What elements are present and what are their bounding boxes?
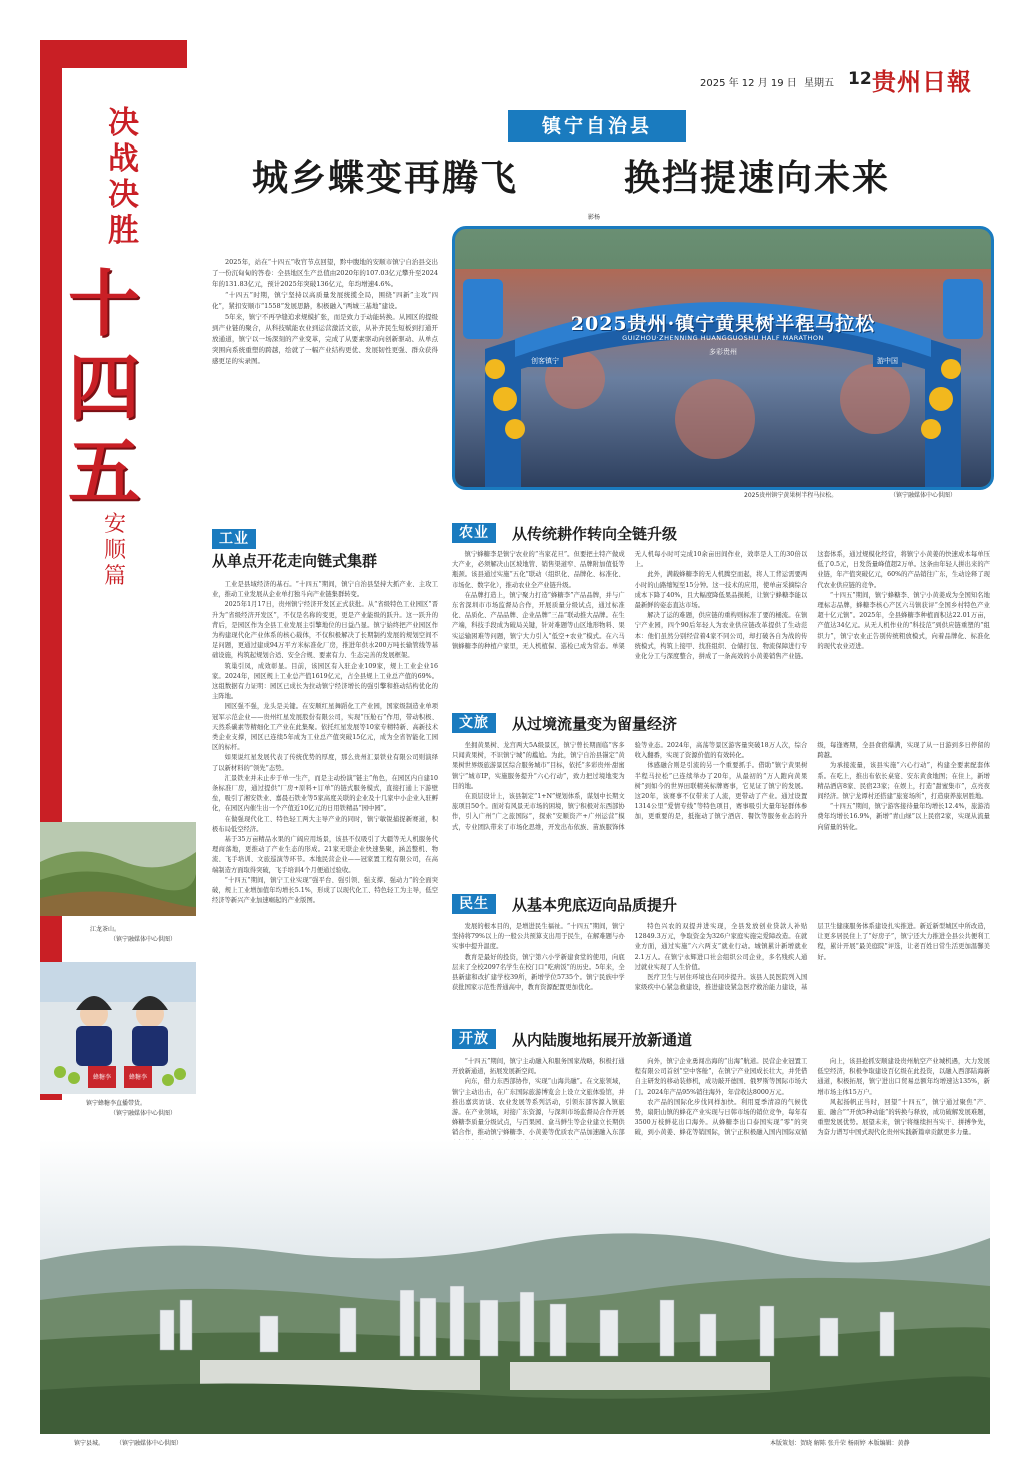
marathon-credit: （镇宁融媒体中心供图）: [890, 492, 957, 499]
tea-mountain-credit: （镇宁融媒体中心供图）: [110, 936, 177, 943]
intro-paragraph: 2025年，站在“十四五”收官节点回望，黔中腹地的安顺市镇宁自治县交出了一份沉甸甸的答卷：全县地区生产总值由2020年的107.03亿元攀升至2024年的131.83亿元，预计2025年突破136亿元，年均增速4.6%。: [212, 258, 438, 288]
section-title-tour: 从过境流量变为留量经济: [512, 715, 678, 733]
tour-text: [452, 741, 990, 877]
section-title-live: 从基本兜底迈向品质提升: [512, 896, 678, 914]
paragraph: 向外，镇宁企业勇闯出海的“出海”航道。民营企业冠置工程有限公司首创“空中客舱”，在镇宁产业园成长壮大，并凭借自主研发的移动装修机，成功敲开德国、俄罗斯等国际市场大门。2024年产品95%销往海外，年营收达8000万元。: [634, 1058, 808, 1096]
plum-credit: （镇宁融媒体中心供图）: [110, 1110, 177, 1117]
arch-slogan: 多彩贵州: [709, 348, 737, 356]
plum-box-label-1: 蜂糖李: [92, 1074, 111, 1081]
arch-title: 2025贵州·镇宁黄果树半程马拉松: [570, 313, 876, 335]
paragraph: 园区强不强，龙头是关键。在安顺红星舞蹈化工产业园，国家级制造业单项冠军示范企业——贵州红星发展股份有限公司，实现“压舱石”作用，带动积极、天然系碳素等精细化工产业在此集聚。依托红星发展等10家专精特新、高新技术类企业支撑，园区已连续5年成为工业总产值突破15亿元，成为全省智能化工园区的标杆。: [212, 703, 438, 752]
headline-right: 换挡提速向未来: [624, 157, 891, 199]
intro-paragraph: “十四五”时期，镇宁坚持以高质量发展统揽全局，围绕“四新”主攻“四化”，紧扣安顺市“1558”发展思路，积极融入“两城三基地”建设。: [212, 291, 438, 310]
paragraph: 在品牌打造上，镇宁聚力打造“蜂糖李”产品品牌，并与广东省深圳市市场监督局合作，开展质量分级试点，通过标准化、品质化、产品品牌、企业品牌“三品”联动推大品牌。在生产端，科技手段成为破局关键，针对难题等山区地形物料、果实运输困难等问题，镇宁大力引入“低空+农业”模式。在六马镇蜂糖李的种植户家里，无人机植保、巡检已成为常态。单架无人机每小时可完成10余亩田间作业，效率是人工的30倍以上。: [452, 551, 808, 650]
agri-text: [452, 550, 990, 696]
intro-text: [212, 257, 438, 482]
panorama-credit: （镇宁融媒体中心供图）: [116, 1440, 183, 1447]
plum-box-label-2: 蜂糖李: [128, 1074, 147, 1081]
issue-date: 2025 年 12 月 19 日: [700, 78, 797, 89]
paragraph: 如果说红星发展代表了传统优势的厚度，那么贵州汇景铁业有限公司则演绎了以新材料的“领先”态势。: [212, 754, 438, 772]
column-title: 决战决胜: [108, 105, 139, 249]
paragraph: 镇宁蜂糖李是镇宁农业的“当家花旦”。但要把土特产做成大产业，必须解决山区坡地管、销售渠道窄、品牌附加值低等瓶颈。该县通过实施“五化”联动（组织化、品牌化、标准化、市场化、数字化），推动农业全产业链升级。: [452, 551, 625, 589]
column-series-text: 安顺篇: [104, 512, 127, 589]
headline-left: 城乡蝶变再腾飞: [252, 157, 519, 199]
marathon-caption: 2025贵州镇宁黄果树半程马拉松。: [744, 492, 838, 499]
plum-livestream-scene: [40, 962, 196, 1094]
staff-credits: 本版策划：贺晓 解陈 张升荣 杨雨婷 本版编辑：黄静: [770, 1440, 910, 1447]
live-text: [452, 922, 990, 1014]
arch-subtitle: GUIZHOU·ZHENNING HUANGGUOSHU HALF MARATHON: [622, 334, 824, 342]
paragraph: 向东，借力东西部协作，实现“山海共融”。在文旅领域，镇宁主动出击，在广东国际旅游博览会上设立文旅体验馆，并推出嘉宾访谈、农业发展等系列活动，引领东部客源入镇旅游。在产业领域，对接广东资源，与深圳市场监督局合作开展蜂糖李质量分级试点，与百果园、盒马鲜生等企业建立长期供销合作，推动镇宁蜂糖李、小黄姜等优质农产品加速融入东部: [452, 1078, 625, 1137]
section-title-industry: 从单点开花走向链式集群: [212, 552, 378, 570]
tea-mountain-caption: 江龙茶山。: [90, 926, 121, 933]
paragraph: 坐拥黄果树、龙宫两大5A级景区，镇宁曾长期面临“客多只闻黄果树，不识镇宁城”的尴尬。为此，镇宁自治县锚定“黄果树世界级旅游景区综合服务城市”目标，依托“多彩贵州·甜蜜镇宁”城市IP，实施服务提升“六心行动”，致力把过境地变为目的地。: [452, 742, 625, 790]
section-title-agri: 从传统耕作转向全链升级: [512, 525, 678, 543]
paragraph: 医疗卫生与居住环境也在同步提升。该县人民医院列入国家级疾中心紧急救建设，推进建设紧急医疗救治能力建设，基层卫生健康服务体系建设扎实推进。新近新型城区中所改造，让更多居民住上了“好房子”，镇宁还大力推进全县公共便利工程，累计开展“最美庭院”评选，让老百姓日常生活更加温馨美好。: [634, 923, 990, 992]
county-tag: 镇宁自治县: [508, 110, 686, 142]
section-badge-open: 开放: [452, 1029, 496, 1049]
photo-credit-top: 影杨: [588, 214, 601, 221]
county-panorama-photo: [40, 1140, 990, 1434]
column-big-text: 十四五: [68, 261, 141, 514]
paragraph: 发展的根本目的，是增进民生福祉。“十四五”期间，镇宁坚持将79%以上的一般公共预算支出用于民生，在解难题与办实事中提升温度。: [452, 923, 625, 951]
paragraph: 在做强现代化工、特色轻工两大主导产业的同时，镇宁敏锐捕捉新赛道，积极布局低空经济。: [212, 815, 438, 833]
paragraph: 此外，满载蜂糖李的无人机腾空而起，将人工背运需要两小时的山路缩短至15分钟。这一技术的应用，使单亩采摘综合成本下降了40%，且大幅度降低果品损耗，让镇宁蜂糖李能以最新鲜的姿态直达市场。: [634, 571, 808, 610]
panorama-caption: 镇宁县城。: [74, 1440, 105, 1447]
paragraph: 为承接流量，该县实施“六心行动”，构建全要素配套体系。在吃上，推出布依长桌宴、安东黄食地图；在住上，新增精品酒店8家、民宿23家；在娱上，打造“甜蜜集市”，点亮夜间经济。镇宁龙谭村还搭建“旅宴场所”，打造康养旅居胜地。: [817, 762, 990, 801]
paragraph: “十四五”期间，镇宁主动融入和服务国家战略，积极打通开放新通道，拓展发展新空间。: [452, 1058, 625, 1076]
intro-paragraph: 5年来，镇宁不再孕缝追求规模扩张，而是致力于动能转换。从园区的提级到产业链的聚合，从科技赋能农业到运营激活文旅，从补齐民生短板到打通开放通道，镇宁以一场深刻的产业变革，完成了从要素驱动向创新驱动、从单点突围向系统重塑的跨越，绘就了一幅产业结构更优、发展韧性更强、群众获得感更足的实录图。: [212, 313, 438, 365]
paragraph: 风起扬帆正当时，回望“十四五”，镇宁通过聚焦“产、旅、融合”“开放5种动能”的转换与释放，成功破解发展难题，重塑发展优势。展望未来，镇宁将继续担当实干、拼搏争先，为奋力谱写中国式现代化贵州实践新篇章贡献更多力量。: [817, 1098, 990, 1137]
paragraph: 农产品的国际化步伐同样加快。利用夏季清凉的气候优势，扇阳山镇的蜂花产业实现与日韩市场的销位竞争，每年有3500万枝鲜花出口海外。从蜂糖李出口泰国实现“零”的突破，到小黄姜、蜂花等销国际，镇宁正积极融入国内国际双循: [634, 1098, 808, 1137]
county-panorama-scene: [40, 1140, 990, 1434]
section-badge-live: 民生: [452, 894, 496, 914]
paragraph: “十四五”期间，镇宁工业实现“强平台、强引领、强支撑、强动力”的全面突破，规上工业增加值年均增长5.1%，形成了以现代化工、特色轻工为主导，低空经济等新兴产业加速崛起的产业版图。: [212, 876, 438, 905]
plum-livestream-photo: [40, 962, 196, 1094]
section-title-open: 从内陆腹地拓展开放新通道: [512, 1031, 693, 1049]
paragraph: 解决了运的难题，供应链的重构则标准了要的桶流。在镇宁产业园，四个90后年轻人为农业供应链改革提供了生动范本：他们虽然分别经营着4家不同公司，却打破各自为战的传统模式，构筑上接甲、找准组织、仓储打包、物流保障进行专业化分工与深度整合，拼成了一条高效的小黄姜销售产业链。这套体系，通过规模化经营，将镇宁小黄姜的快速成本每单压低了0.5元，日发货量峰值超2万单。这条由年轻人拼出来的产业链，年产值突破亿元，60%的产品销往广东，生动诠释了现代农业供应链的竞争。: [634, 551, 990, 661]
paragraph: 基于35万亩精品水果的广阔应用场景，该县不仅吸引了大疆等无人机服务代理商落地，更推动了产业生态的形成。21家无联企业快速集聚，涵盖整机、物流、飞手培训、文旅巡演等环节。本地民营企业——冠家置工程有限公司，在高端制造方面取得突破，飞手培训4个月便通过验收。: [212, 836, 438, 874]
paragraph: 汇景铁业并未止步于单一生产，而是主动扮演“链主”角色，在园区内自建10条标准厂房，通过提供“厂房+原料+订单”的链式服务模式，直接打通上下游壁垒，吸引了湘安铁业、嘉晨石铁业等5家高度关联的企业及十几家中小企业入驻孵化，在园区内催生出一个产值近10亿元的日用铁精品“园中园”。: [212, 774, 438, 813]
issue-weekday: 星期五: [804, 78, 834, 89]
tea-mountain-photo: [40, 822, 196, 916]
banner-left: 创客镇宁: [527, 355, 563, 367]
paragraph: 体感融合则是引流的另一个重要抓手。借助“镇宁黄果树半程马拉松”已连续举办了20年，从最初的“万人跑向黄果树”到如今的世界田联精英标牌赛事，它见证了镇宁的发展。这20年，该赛事不仅带来了人流，更带动了产业。通过设置1314公里“爱情专线”等特色项目，赛事吸引大量年轻群体参加，更重要的是，抵拖动了镇宁酒店、餐饮等服务业态的升级，每逢赛期，全县食宿爆满，实现了从一日游到多日停留的跨越。: [634, 742, 990, 821]
paragraph: 教育是最好的投资，镇宁第六小学新建食堂的使用，向底层来了全校2097名学生在校门口“吃病饭”的历史。5年来，全县新建和改扩建学校39所，新增学位5735个。镇宁民族中学获批国家示范性普通高中，教育资源配置更加优化。: [452, 953, 625, 992]
banner-right: 游中国: [873, 355, 902, 367]
paragraph: 特色兴农的双提并进实现，全县发放创业贷款人补贴12849.3万元，争取资金为326户家庭实施完爱障改造。在就业方面，通过实施“六六两支”就业行动。城镇累计新增就业2.1万人。在镇宁永辉进口社会组织公司企业，多名残疾人通过就业实现了人生价值。: [634, 923, 808, 971]
industry-text: [212, 580, 438, 1120]
paragraph: 在顶层设计上，该县制定“1+N”规划体系，谋划中长期文旅项目50个。面对有风景无市场的困境，镇宁积极对东西部协作，引入广州“广之旅国际”，探索“安顺资产+广州运营”模式，专业团队带来了市场化思维，开发出布依族、苗族服饰体验等业态。2024年，高荡等景区游客量突破18万人次，综合收入翻番，实现了资源价值的有效转化。: [452, 742, 808, 831]
column-band-top: [40, 40, 187, 68]
paragraph: 筑巢引凤，成效彰显。目前，该园区有入驻企业109家，规上工业企业16家。2024年，园区规上工业总产值1619亿元，占全县规上工业总产值的69%。这组数据有力证明：园区已成长为拉动镇宁经济增长的强引擎和推动结构优化的主阵地。: [212, 662, 438, 701]
paragraph: 2025年1月17日，贵州镇宁经济开发区正式获批。从“省级特色工业园区”晋升为“省级经济开发区”，不仅是名称的变更，更是产业能级的跃升。这一跃升的背后，是园区作为全县工业发展主引擎地位的日益凸显。镇宁始终把产业园区作为构建现代化产业体系的核心载体，不仅积极解决了长期制约发展的规划空间不足问题，更通过建成94万平方米标准化厂房，推进年供水200万吨长输管线等基础设施，构筑起规划合适、安全合规、要素有力、生态完善的发展框架。: [212, 601, 438, 660]
plum-caption: 镇宁蜂糖李直播带货。: [86, 1100, 147, 1107]
column-title-box: [96, 105, 156, 255]
column-series: [104, 512, 134, 590]
page-number: 12: [848, 69, 872, 89]
section-badge-industry: 工业: [212, 529, 256, 549]
column-big-title: [68, 262, 178, 514]
column-band-vertical: [40, 40, 62, 1100]
paragraph: 向上，该县抢抓安顺建设贵州航空产业城机遇，大力发展低空经济，积极争取建设百亿级在此投资，以融入西部陆海新通道，积极拓展，镇宁进出口贸易总额年均增速达135%，新增市场主体15万户。: [817, 1058, 990, 1096]
section-badge-tour: 文旅: [452, 713, 496, 733]
paragraph: “十四五”期间，镇宁蜂糖李、镇宁小黄姜成为全国知名地理标志品牌，蜂糖李核心产区六马镇获评“全国乡村特色产业超十亿元镇”。2025年，全县蜂糖李种植面积达22.01万亩，产值达34亿元。从无人机作业的“科技范”到供应链重塑的“组织力”，镇宁农业正告别传统粗放模式，向着品牌化、标准化的现代农业迈进。: [817, 591, 990, 650]
marathon-photo: [452, 226, 994, 490]
section-badge-agri: 农业: [452, 523, 496, 543]
paragraph: “十四五”期间，镇宁游客接待量年均增长12.4%，旅游消费年均增长16.9%，新增“青山绿”以上民宿2家，实现从流量向留量的转化。: [817, 803, 990, 831]
newspaper-masthead: 贵州日報: [872, 67, 972, 96]
tea-mountain-scene: [40, 822, 196, 916]
paragraph: 工业是县域经济的基石。“十四五”期间，镇宁自治县坚持大抓产业、主攻工业，推动工业发展从企业单打独斗向产业链集群转变。: [212, 581, 438, 599]
